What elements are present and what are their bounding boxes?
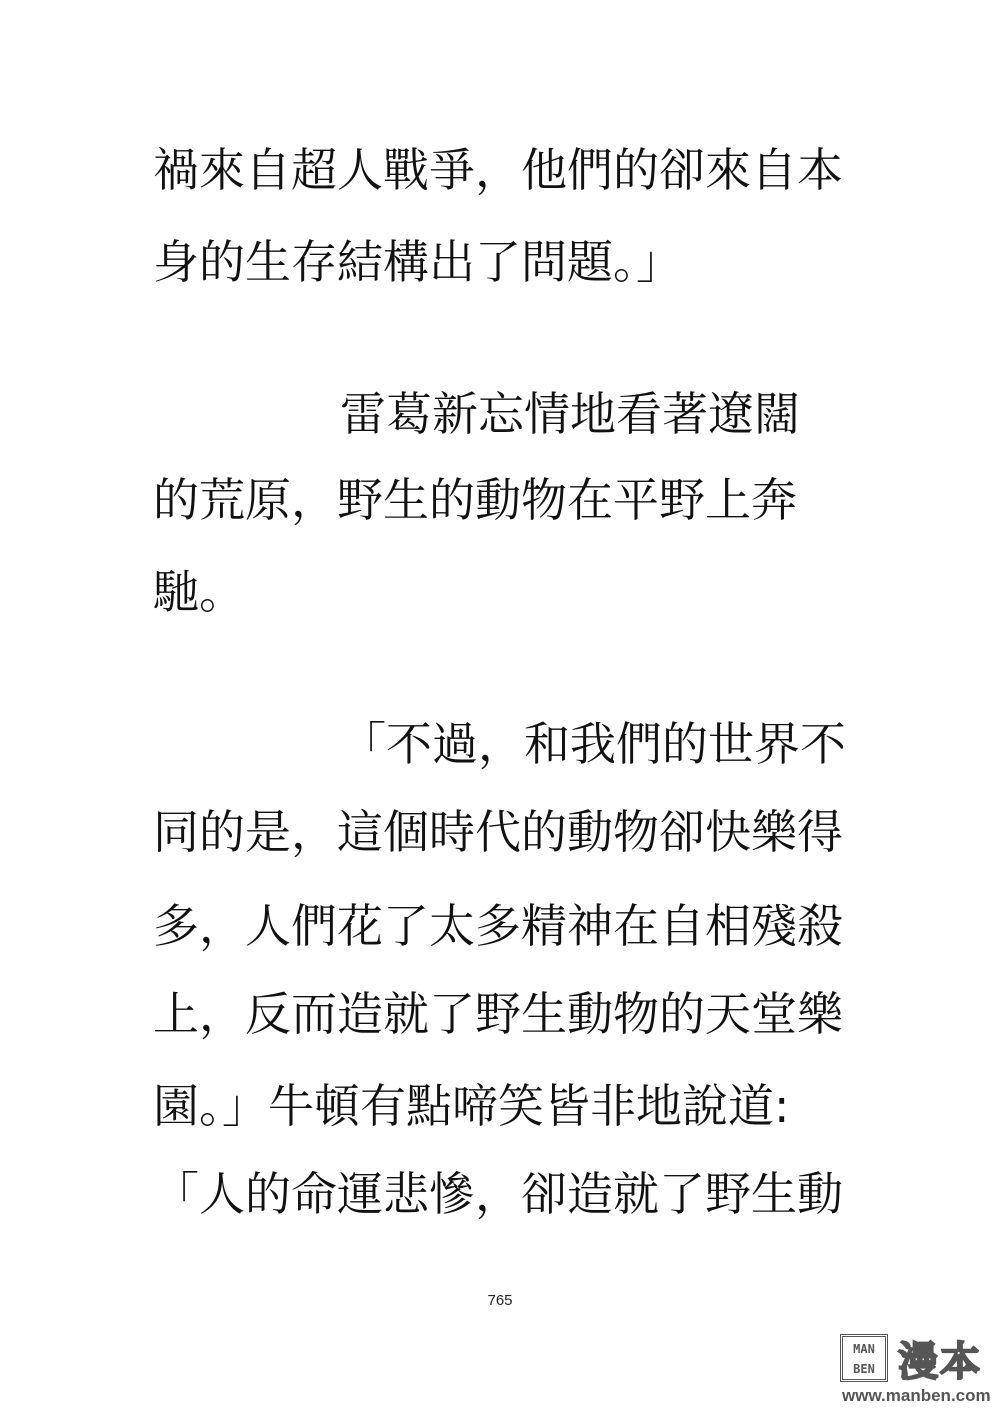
watermark [840, 1334, 990, 1406]
watermark-logo-top: MAN [853, 1342, 875, 1356]
text-line-1: 禍來自超人戰爭，他們的卻來自本 [153, 143, 843, 197]
text-line-10: 園。」牛頓有點啼笑皆非地說道: [153, 1079, 790, 1133]
text-line-3: 雷葛新忘情地看著遼闊 [340, 387, 800, 441]
text-line-2: 身的生存結構出了問題。」 [153, 235, 682, 289]
text-line-4: 的荒原，野生的動物在平野上奔 [153, 473, 797, 527]
text-line-6: 「不過，和我們的世界不 [340, 717, 846, 771]
text-line-11: 「人的命運悲慘，卻造就了野生動 [153, 1167, 843, 1221]
watermark-logo-bottom: BEN [853, 1362, 875, 1376]
watermark-url: www.manben.com [842, 1386, 991, 1405]
page-number: 765 [487, 1292, 513, 1309]
watermark-name: 漫本 [898, 1339, 982, 1385]
text-line-5: 馳。 [153, 565, 245, 619]
text-line-9: 上，反而造就了野生動物的天堂樂 [153, 987, 843, 1041]
watermark-logo-icon [840, 1334, 888, 1382]
text-line-8: 多，人們花了太多精神在自相殘殺 [153, 899, 843, 953]
text-line-7: 同的是，這個時代的動物卻快樂得 [153, 805, 843, 859]
